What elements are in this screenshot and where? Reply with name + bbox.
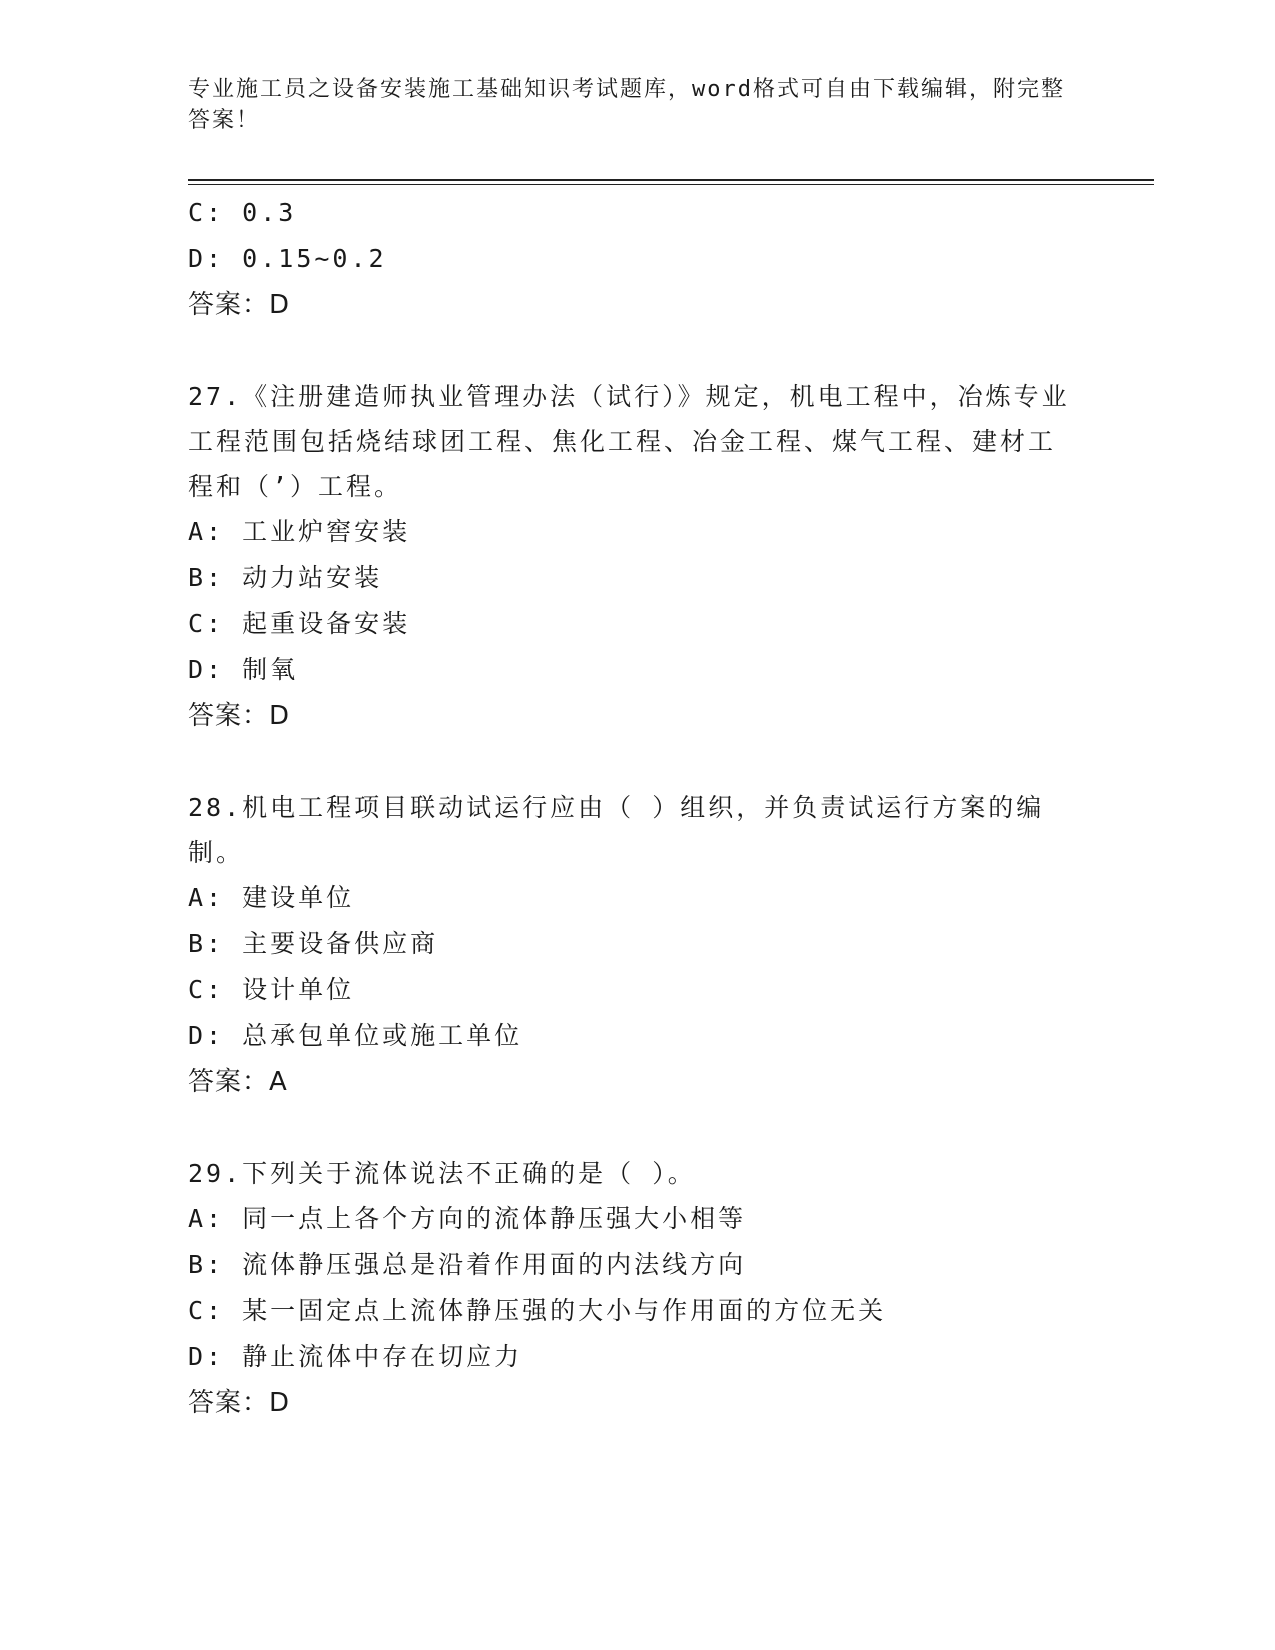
option-text: 流体静压强总是沿着作用面的内法线方向 — [242, 1250, 747, 1279]
option-d — [188, 236, 1088, 282]
option-label: D: — [188, 1342, 225, 1371]
option-text: 主要设备供应商 — [242, 929, 439, 958]
option-label: B: — [188, 929, 225, 958]
question-stem: 29.下列关于流体说法不正确的是（ ）。 — [188, 1159, 696, 1188]
option-text: 某一固定点上流体静压强的大小与作用面的方位无关 — [242, 1296, 887, 1325]
option-text: 静止流体中存在切应力 — [242, 1342, 523, 1371]
option-label: B: — [188, 1250, 225, 1279]
option-text: 制氧 — [242, 655, 299, 684]
question-29 — [188, 1151, 1088, 1426]
question-27 — [188, 374, 1088, 739]
header-divider-thick — [188, 179, 1154, 181]
option-c — [188, 190, 1088, 236]
answer-line: 答案：D — [188, 1388, 291, 1418]
option-b — [188, 1242, 1088, 1288]
answer-line: 答案：D — [188, 290, 291, 320]
answer-line: 答案：A — [188, 1067, 288, 1097]
option-c — [188, 1288, 1088, 1334]
option-label: D: — [188, 244, 225, 273]
option-a — [188, 875, 1088, 921]
page-header-title: 专业施工员之设备安装施工基础知识考试题库，word格式可自由下载编辑，附完整答案！ — [188, 77, 1065, 133]
option-c — [188, 601, 1088, 647]
option-text: 同一点上各个方向的流体静压强大小相等 — [242, 1204, 747, 1233]
option-c — [188, 967, 1088, 1013]
option-label: B: — [188, 563, 225, 592]
option-label: C: — [188, 975, 225, 1004]
option-d — [188, 647, 1088, 693]
question-stem: 28.机电工程项目联动试运行应由（ ）组织，并负责试运行方案的编制。 — [188, 793, 1045, 867]
option-d — [188, 1334, 1088, 1380]
answer-line: 答案：D — [188, 701, 291, 731]
question-stem: 27.《注册建造师执业管理办法（试行）》规定，机电工程中，冶炼专业工程范围包括烧结球团工程、焦化工程、冶金工程、煤气工程、建材工程和（’）工程。 — [188, 382, 1070, 501]
question-26-continuation — [188, 190, 1088, 328]
option-b — [188, 555, 1088, 601]
option-text: 动力站安装 — [242, 563, 383, 592]
document-body — [188, 190, 1088, 1472]
header-divider-thin — [188, 184, 1154, 185]
option-label: D: — [188, 655, 225, 684]
option-label: A: — [188, 1204, 225, 1233]
option-label: A: — [188, 517, 225, 546]
option-label: C: — [188, 198, 225, 227]
option-text: 设计单位 — [242, 975, 355, 1004]
option-label: D: — [188, 1021, 225, 1050]
option-text: 0.15~0.2 — [242, 244, 387, 273]
question-28 — [188, 785, 1088, 1105]
option-label: A: — [188, 883, 225, 912]
option-text: 建设单位 — [242, 883, 355, 912]
option-text: 0.3 — [242, 198, 297, 227]
option-a — [188, 509, 1088, 555]
option-b — [188, 921, 1088, 967]
option-label: C: — [188, 609, 225, 638]
option-a — [188, 1196, 1088, 1242]
option-d — [188, 1013, 1088, 1059]
option-text: 工业炉窖安装 — [242, 517, 411, 546]
option-text: 起重设备安装 — [242, 609, 411, 638]
option-label: C: — [188, 1296, 225, 1325]
option-text: 总承包单位或施工单位 — [242, 1021, 523, 1050]
